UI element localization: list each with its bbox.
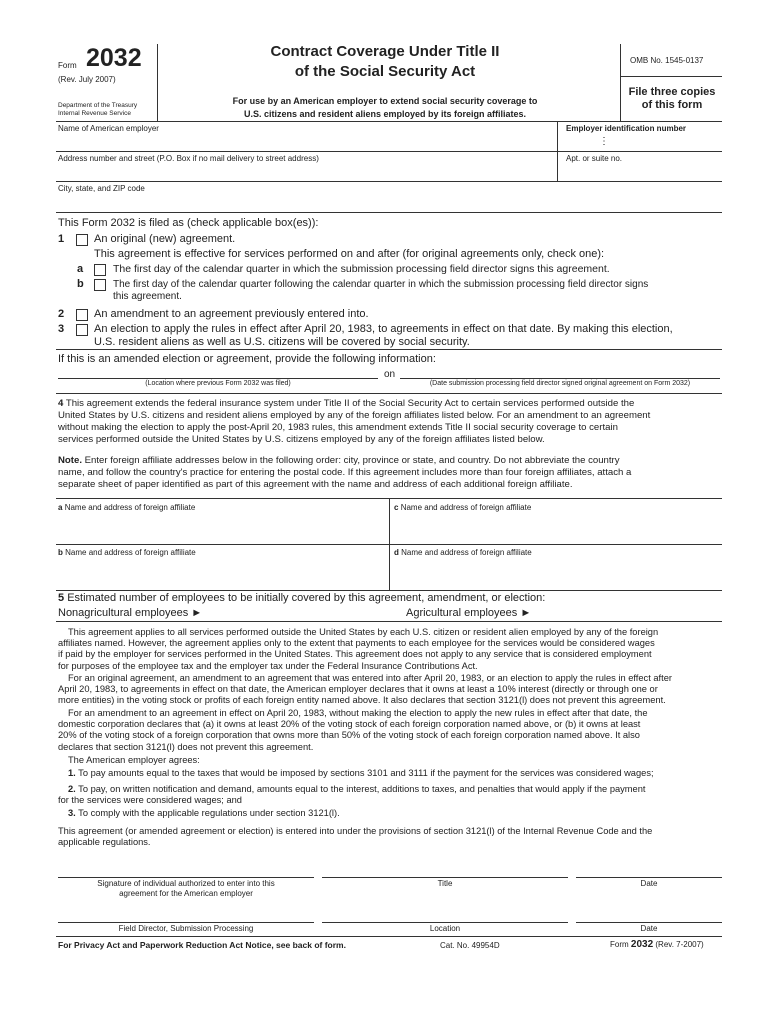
- title-caption: Title: [437, 879, 453, 888]
- form-title-line2: of the Social Security Act: [294, 63, 476, 80]
- date-line-1: [576, 877, 722, 878]
- signature-line-1: [58, 877, 314, 878]
- item-a-letter: a: [77, 263, 84, 275]
- row-rule-1: [56, 151, 722, 152]
- form-number: 2032: [86, 44, 142, 72]
- date-underline: [400, 378, 720, 379]
- item-3-number: 3: [58, 323, 65, 335]
- department: Department of the Treasury: [58, 102, 138, 109]
- agreement-paragraph-4: This agreement (or amended agreement or election) is entered into under the provisions of section 3121(l) of the Internal Revenue Code and the applicable regulations.: [58, 826, 653, 848]
- nonagricultural-label: Nonagricultural employees ►: [58, 607, 203, 619]
- location-line: [322, 922, 568, 923]
- note-line2: name, and follow the country's practice for entering the postal code. If this agreement includes more than four foreign affiliates, attach a: [58, 467, 632, 478]
- option-b-checkbox[interactable]: [94, 279, 106, 291]
- agreement-paragraph-1: This agreement applies to all services performed outside the United States by each U.S. citizen or resident alien employed by any of the foreign affiliates named. However, the agreement applies only to the extent that payments to each employee for the services would be considered wages if paid by the employer for services performed in the United States. This agreement does not apply to any service that is considered employment for purposes of the employee tax and the employer tax under the Federal Insurance Contributions Act.: [58, 627, 659, 671]
- section-5-rule: [56, 621, 722, 622]
- address-field[interactable]: [58, 164, 554, 179]
- employer-signature-field[interactable]: [58, 858, 314, 876]
- item-1-number: 1: [58, 233, 65, 245]
- form-label: Form: [58, 61, 77, 70]
- option-b-label-line2: this agreement.: [113, 291, 182, 302]
- note-line3: separate sheet of paper identified as part of this agreement with the name and address of each additional foreign affiliate.: [58, 479, 573, 490]
- affiliate-b-field[interactable]: [58, 559, 384, 587]
- ein-label: Employer identification number: [566, 124, 687, 133]
- header-bottom-rule: [56, 121, 722, 122]
- row-rule-3: [56, 212, 722, 213]
- affiliate-c-label: c Name and address of foreign affiliate: [394, 503, 532, 512]
- copies-instruction-2: of this form: [641, 99, 703, 111]
- section-4-number: 4: [58, 398, 64, 409]
- nonagricultural-count-field[interactable]: [200, 606, 390, 619]
- city-state-zip-field[interactable]: [58, 194, 718, 209]
- amendment-checkbox[interactable]: [76, 309, 88, 321]
- affiliate-b-label: b Name and address of foreign affiliate: [58, 548, 196, 557]
- agree-item-1: 1. To pay amounts equal to the taxes that would be imposed by sections 3101 and 3111 if the payment for the services was considered wages;: [68, 768, 654, 778]
- original-agreement-checkbox[interactable]: [76, 234, 88, 246]
- header-divider-left: [157, 44, 158, 121]
- footer-rule: [56, 936, 722, 937]
- note-text: [58, 455, 722, 491]
- item-2-number: 2: [58, 308, 65, 320]
- agree-item-3: 3. To comply with the applicable regulations under section 3121(l).: [68, 808, 340, 818]
- address-label: Address number and street (P.O. Box if no mail delivery to street address): [58, 154, 319, 163]
- title-line: [322, 877, 568, 878]
- affiliate-d-field[interactable]: [394, 559, 720, 587]
- apt-field[interactable]: [562, 164, 720, 179]
- date-field-2[interactable]: [576, 903, 722, 921]
- affiliate-d-label: d Name and address of foreign affiliate: [394, 548, 532, 557]
- signature-caption-line2: agreement for the American employer: [119, 889, 253, 898]
- title-field[interactable]: [322, 858, 568, 876]
- omb-divider: [620, 76, 722, 77]
- affiliates-mid-rule: [56, 544, 722, 545]
- form-subtitle-line2: U.S. citizens and resident aliens employed by its foreign affiliates.: [243, 109, 527, 119]
- amendment-label: An amendment to an agreement previously entered into.: [94, 308, 369, 320]
- agency: Internal Revenue Service: [58, 110, 131, 117]
- form-subtitle-line1: For use by an American employer to extend social security coverage to: [232, 96, 538, 106]
- privacy-notice: For Privacy Act and Paperwork Reduction Act Notice, see back of form.: [58, 940, 346, 950]
- item-b-letter: b: [77, 278, 84, 290]
- form-title-line1: Contract Coverage Under Title II: [270, 43, 500, 60]
- location-caption: Location: [429, 924, 461, 933]
- agree-item-2: 2. To pay, on written notification and demand, amounts equal to the interest, additions to taxes, and penalties that would apply if the payment for the services were considered wages; and: [58, 784, 646, 806]
- section-rule-2: [56, 393, 722, 394]
- date-line-2: [576, 922, 722, 923]
- section-4-line4: services performed outside the United States by U.S. citizens employed by any of the foreign affiliates listed below.: [58, 434, 545, 445]
- original-sign-date-field[interactable]: [400, 364, 720, 377]
- section-4-line3: without making the election to apply the post-April 20, 1983 rules, this amendment extends Title II social security coverage to certain: [58, 422, 618, 433]
- original-agreement-label: An original (new) agreement.: [94, 233, 236, 245]
- agreement-paragraph-3: For an amendment to an agreement in effect on April 20, 1983, without making the election to apply the new rules in effect after that date, the domestic corporation declares that (a) it owns at least 20% of the voting stock of each foreign corporation named above, or (b) it owns at least 20% of the voting stock of a foreign corporation that owns more than 50% of the voting stock of each foreign corporation named above. It also declares that section 3121(l) does not prevent this agreement.: [58, 708, 648, 752]
- option-a-label: The first day of the calendar quarter in which the submission processing field director signs this agreement.: [113, 263, 610, 275]
- option-b-label-line1: The first day of the calendar quarter following the calendar quarter in which the submission processing field director signs: [113, 279, 649, 290]
- date-caption-2: Date: [640, 924, 658, 933]
- city-state-zip-label: City, state, and ZIP code: [58, 184, 145, 193]
- location-field[interactable]: [322, 903, 568, 921]
- election-label-line1: An election to apply the rules in effect after April 20, 1983, to agreements in effect on that date. By making this election,: [94, 323, 673, 335]
- section-5-text: 5 Estimated number of employees to be initially covered by this agreement, amendment, or election:: [58, 592, 546, 604]
- ein-field[interactable]: [562, 134, 720, 149]
- ein-separator: ⋮: [599, 136, 609, 147]
- filing-intro: This Form 2032 is filed as (check applicable box(es)):: [58, 217, 319, 229]
- affiliate-c-field[interactable]: [394, 514, 720, 541]
- effective-date-instruction: This agreement is effective for services performed on and after (for original agreements only, check one):: [94, 248, 605, 260]
- section-4-line1: This agreement extends the federal insurance system under Title II of the Social Security Act to certain services performed outside the: [65, 398, 635, 409]
- date-caption-1: Date: [640, 879, 658, 888]
- employer-name-label: Name of American employer: [58, 124, 159, 133]
- previous-location-field[interactable]: [58, 364, 378, 377]
- section-4-text: [58, 398, 722, 446]
- section-4-line2: United States by U.S. citizens and resident aliens employed by any of the foreign affiliates listed below. For an amendment to an agreement: [58, 410, 651, 421]
- location-caption: (Location where previous Form 2032 was filed): [145, 380, 291, 387]
- agricultural-label: Agricultural employees ►: [406, 607, 532, 619]
- footer-form-id: Form 2032 (Rev. 7-2007): [610, 939, 704, 950]
- field-director-signature-field[interactable]: [58, 903, 314, 921]
- election-checkbox[interactable]: [76, 324, 88, 336]
- amended-info-intro: If this is an amended election or agreement, provide the following information:: [58, 353, 436, 365]
- signature-line-2: [58, 922, 314, 923]
- date-caption: (Date submission processing field director signed original agreement on Form 2032): [429, 380, 691, 387]
- affiliates-bottom-rule: [56, 590, 722, 591]
- note-label: Note.: [58, 455, 82, 466]
- affiliate-a-field[interactable]: [58, 514, 384, 541]
- apt-label: Apt. or suite no.: [566, 154, 623, 163]
- field-director-caption: Field Director, Submission Processing: [118, 924, 254, 933]
- on-connector: on: [384, 369, 396, 380]
- revision-date: (Rev. July 2007): [58, 75, 116, 84]
- employer-agrees: The American employer agrees:: [68, 755, 200, 765]
- note-line1: Enter foreign affiliate addresses below in the following order: city, province or state, and country. Do not abbreviate the country: [81, 455, 620, 466]
- catalog-number: Cat. No. 49954D: [440, 941, 500, 950]
- section-rule-1: [56, 349, 722, 350]
- location-underline: [58, 378, 378, 379]
- option-a-checkbox[interactable]: [94, 264, 106, 276]
- row-rule-2: [56, 181, 722, 182]
- affiliate-a-label: a Name and address of foreign affiliate: [58, 503, 196, 512]
- omb-number: OMB No. 1545-0137: [630, 56, 704, 65]
- agreement-paragraph-2: For an original agreement, an amendment to an agreement that was entered into after April 20, 1983, or an election to apply the rules in effect after April 20, 1983, to agreements in effect on that date, the American employer declares that it owns at least a 10% interest (directly or through one or more entities) in the voting stock or profits of each foreign entity named above. It also declares that section 3121(l) does not prevent this agreement.: [58, 673, 672, 706]
- agricultural-count-field[interactable]: [540, 606, 720, 619]
- signature-caption-line1: Signature of individual authorized to enter into this: [97, 879, 275, 888]
- election-label-line2: U.S. resident aliens as well as U.S. citizens will be covered by social security.: [94, 336, 470, 348]
- section-5-number: 5: [58, 592, 65, 604]
- copies-instruction-1: File three copies: [628, 86, 716, 98]
- date-field-1[interactable]: [576, 858, 722, 876]
- employer-name-field[interactable]: [58, 134, 554, 149]
